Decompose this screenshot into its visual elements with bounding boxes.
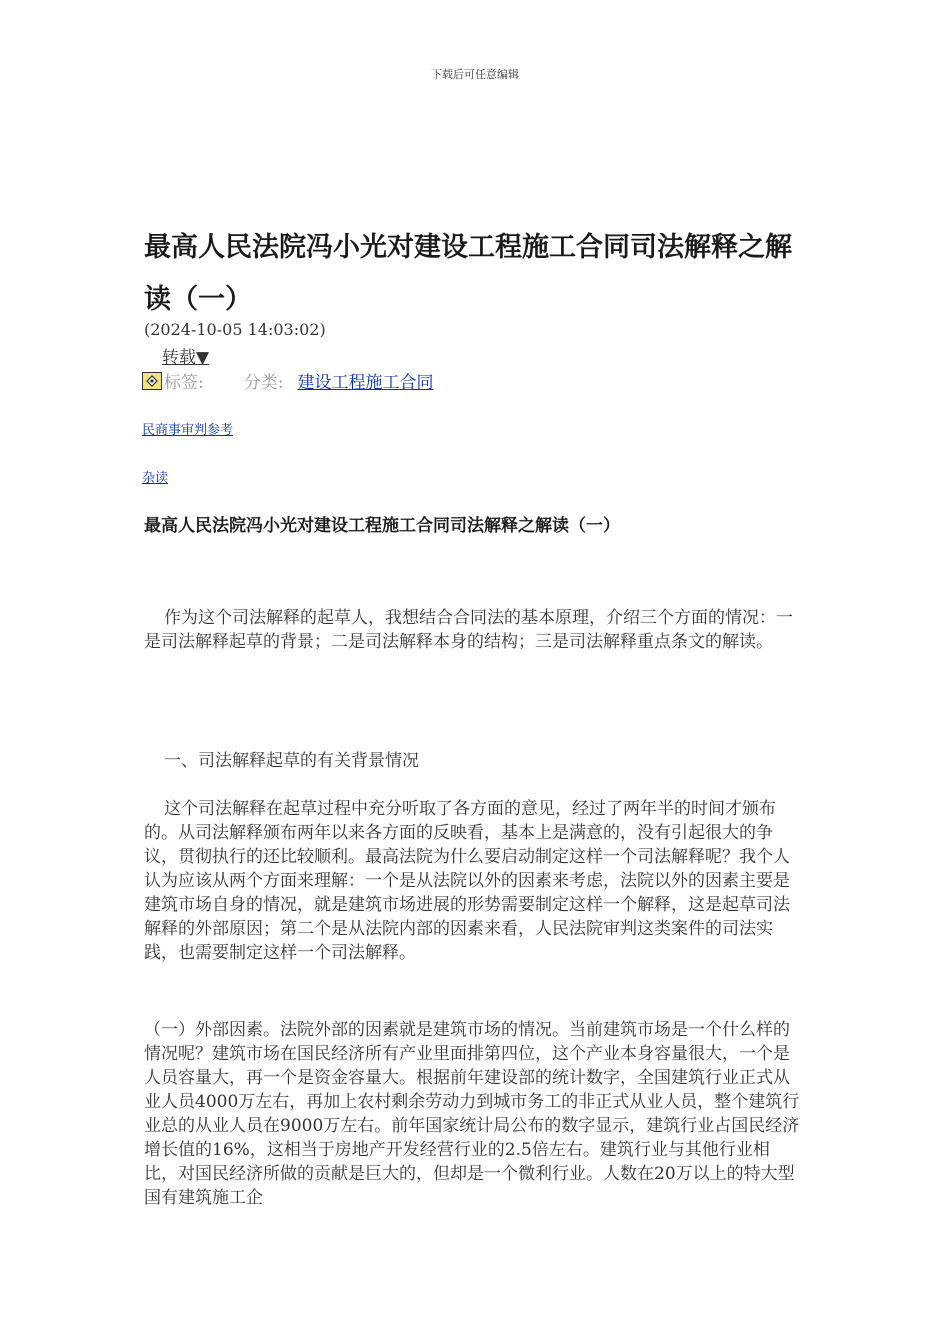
tag-row	[142, 368, 433, 393]
category-link[interactable]: 建设工程施工合同	[297, 373, 434, 393]
paragraph-intro: 作为这个司法解释的起草人，我想结合合同法的基本原理，介绍三个方面的情况：一是司法解释起草的背景；二是司法解释本身的结构；三是司法解释重点条文的解读。	[144, 608, 793, 652]
related-link-civil-commercial[interactable]: 民商事审判参考	[142, 423, 234, 438]
category-label: 分类:	[243, 373, 284, 393]
related-link-misc-reading[interactable]: 杂读	[142, 471, 169, 486]
header-note: 下载后可任意编辑	[431, 68, 519, 81]
tag-icon	[142, 372, 162, 390]
article-subtitle: 最高人民法院冯小光对建设工程施工合同司法解释之解读（一）	[144, 516, 620, 536]
page-title: 最高人民法院冯小光对建设工程施工合同司法解释之解读（一）	[144, 232, 792, 315]
post-date: (2024-10-05 14:03:02)	[144, 320, 326, 339]
repost-button[interactable]: 转载▼	[162, 348, 210, 368]
paragraph-external-factors: （一）外部因素。法院外部的因素就是建筑市场的情况。当前建筑市场是一个什么样的情况呢？建筑市场在国民经济所有产业里面排第四位，这个产业本身容量很大，一个是人员容量大，再一个是资金容量大。根据前年建设部的统计数字，全国建筑行业正式从业人员4000万左右，再加上农村剩余劳动力到城市务工的非正式从业人员，整个建筑行业总的从业人员在9000万左右。前年国家统计局公布的数字显示，建筑行业占国民经济增长值的16%，这相当于房地产开发经营行业的2.5倍左右。建筑行业与其他行业相比，对国民经济所做的贡献是巨大的，但却是一个微利行业。人数在20万以上的特大型国有建筑施工企	[144, 1020, 800, 1208]
tag-label: 标签:	[164, 373, 204, 393]
section-heading: 一、司法解释起草的有关背景情况	[164, 751, 419, 771]
paragraph-background: 这个司法解释在起草过程中充分听取了各方面的意见，经过了两年半的时间才颁布的。从司法解释颁布两年以来各方面的反映看，基本上是满意的，没有引起很大的争议，贯彻执行的还比较顺利。最高法院为什么要启动制定这样一个司法解释呢？我个人认为应该从两个方面来理解：一个是从法院以外的因素来考虑，法院以外的因素主要是建筑市场自身的情况，就是建筑市场进展的形势需要制定这样一个解释，这是起草司法解释的外部原因；第二个是从法院内部的因素来看，人民法院审判这类案件的司法实践，也需要制定这样一个司法解释。	[144, 799, 790, 963]
